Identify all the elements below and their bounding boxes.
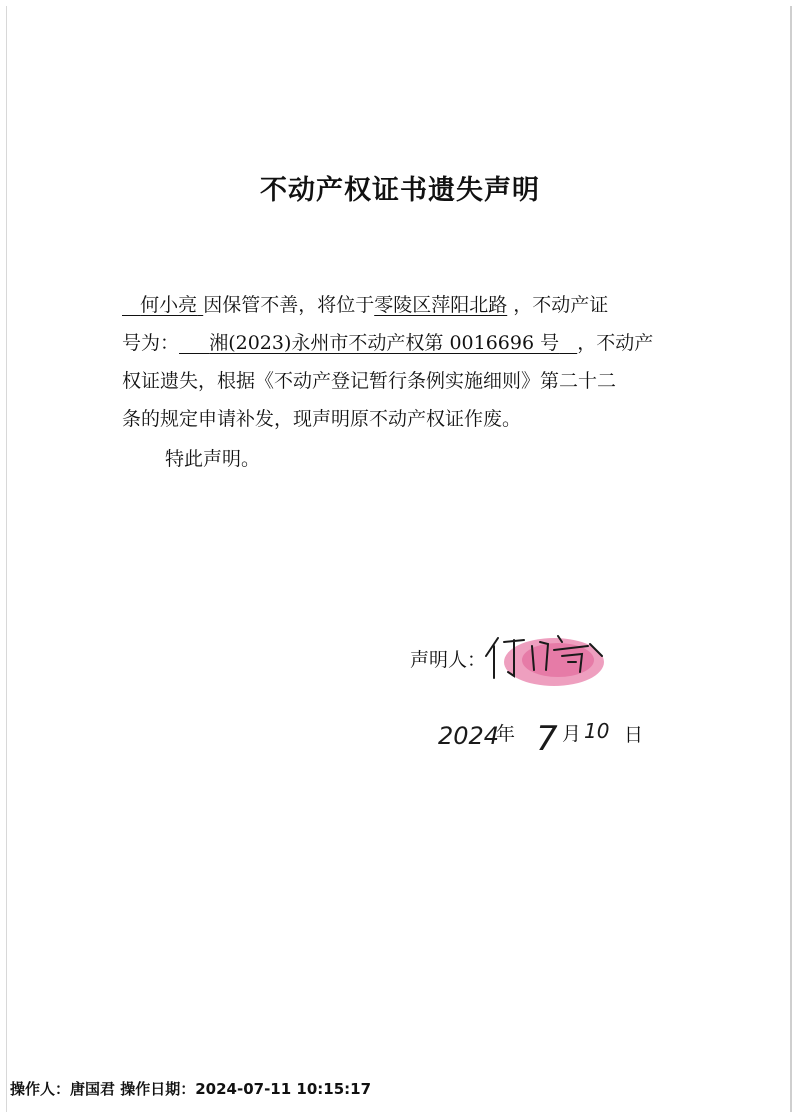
- declarant-label: 声明人：: [410, 649, 487, 671]
- date-year-unit: 年: [496, 723, 516, 745]
- paragraph-line-4: 条的规定申请补发，现声明原不动产权证作废。: [122, 408, 522, 430]
- paragraph-text: ，不动产证: [513, 294, 609, 316]
- date-month-unit: 月: [562, 723, 582, 745]
- certificate-number: [179, 332, 577, 354]
- owner-name: [122, 294, 203, 316]
- statement-text: 特此声明。: [165, 448, 261, 470]
- paragraph-line-2: [122, 324, 682, 362]
- paragraph-line-3: 权证遗失，根据《不动产登记暂行条例实施细则》第二十二: [122, 370, 617, 392]
- document-title: 不动产权证书遗失声明: [260, 175, 540, 206]
- owner-name-text: 何小亮: [140, 294, 198, 316]
- date-month: 7: [536, 719, 558, 759]
- date-year: 2024: [438, 722, 500, 750]
- paragraph-line-1: [122, 286, 682, 324]
- declaration-paragraph: [122, 286, 682, 438]
- certificate-number-text: 湘(2023)永州市不动产权第 0016696 号: [209, 332, 560, 354]
- paragraph-text: 号为：: [122, 332, 180, 354]
- paragraph-text: 因保管不善，将位于: [203, 294, 375, 316]
- operator-footer: 操作人：唐国君 操作日期：2024-07-11 10:15:17: [10, 1080, 372, 1098]
- date-day-unit: 日: [624, 724, 644, 746]
- property-location: 零陵区萍阳北路: [374, 294, 508, 316]
- date-day: 10: [584, 719, 610, 743]
- signature-image: [478, 616, 618, 696]
- paragraph-text: ，不动产: [577, 332, 654, 354]
